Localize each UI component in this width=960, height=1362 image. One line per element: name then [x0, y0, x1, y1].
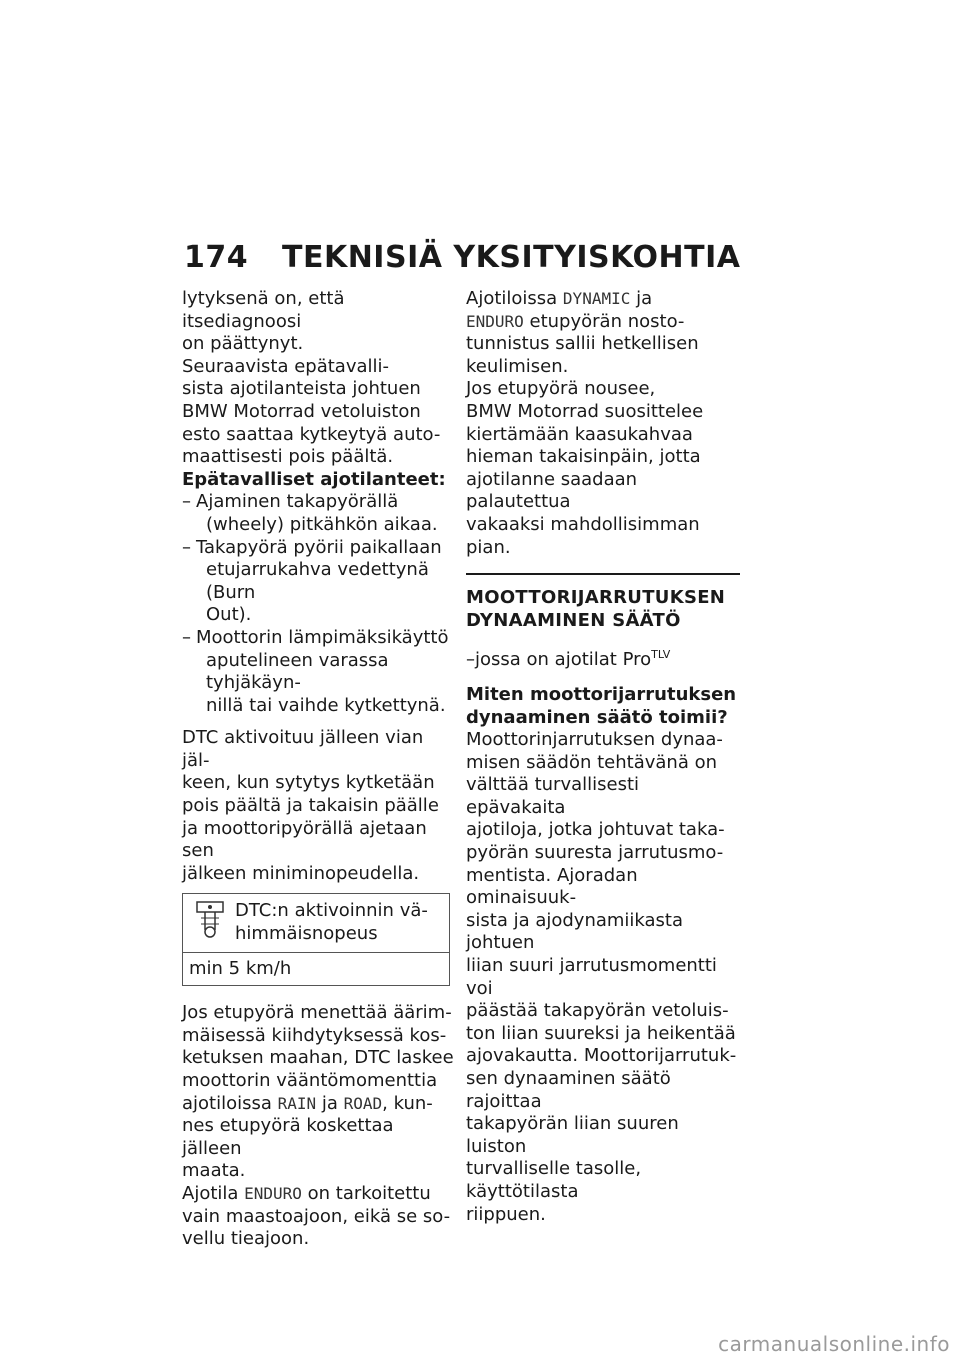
text-line: DYNAAMINEN SÄÄTÖ	[466, 609, 681, 631]
text-line: ketuksen maahan, DTC laskee	[182, 1047, 454, 1069]
text-line: vellu tieajoon.	[182, 1228, 310, 1250]
page-header	[184, 240, 740, 275]
text-line: keulimisen.	[466, 355, 569, 377]
paragraph	[182, 1183, 456, 1251]
text-span: Ajotiloissa	[466, 288, 563, 309]
list-item	[182, 537, 456, 627]
text-line: jälkeen miniminopeudella.	[182, 862, 420, 884]
text-line: on päättynyt.	[182, 333, 304, 355]
text-line: keen, kun sytytys kytketään	[182, 772, 435, 794]
text-span: Ajotila	[182, 1182, 245, 1204]
paragraph	[182, 356, 456, 469]
text-line: ajotilanne saadaan palautettua	[466, 468, 638, 513]
text-line: DTC:n aktivoinnin vä-	[235, 900, 428, 922]
spec-table	[182, 893, 450, 986]
text-line: nillä tai vaihde kytkettynä.	[206, 694, 446, 716]
text-line: vakaaksi mahdollisimman pian.	[466, 513, 700, 558]
list-item	[182, 627, 456, 717]
text-line: pois päältä ja takaisin päälle	[182, 795, 439, 817]
text-span: –jossa on ajotilat Pro	[466, 649, 652, 671]
section-heading	[466, 587, 740, 632]
paragraph	[182, 1002, 456, 1183]
text-line: himmäisnopeus	[235, 923, 378, 945]
text-line: ja moottoripyörällä ajetaan sen	[182, 817, 427, 862]
text-line: etujarrukahva vedettynä (Burn	[206, 559, 429, 603]
text-span: ja	[316, 1092, 344, 1114]
text-line: Ajaminen takapyörällä	[196, 491, 399, 513]
mode-enduro: ENDURO	[466, 311, 524, 331]
text-span: ja	[630, 288, 653, 309]
mode-road: ROAD	[343, 1093, 383, 1113]
text-line: mentista. Ajoradan ominaisuuk-	[466, 864, 638, 909]
text-line: DTC aktivoituu jälleen vian jäl-	[182, 727, 424, 771]
text-line: BMW Motorrad vetoluiston	[182, 400, 421, 422]
text-span: etupyörän nosto-	[523, 310, 685, 332]
condition-line	[466, 644, 740, 672]
text-line: aputelineen varassa tyhjäkäyn-	[206, 649, 389, 694]
text-line: nes etupyörä koskettaa jälleen	[182, 1115, 394, 1159]
situation-list	[182, 491, 456, 717]
text-line: Moottorinjarrutuksen dynaa-	[466, 729, 723, 751]
text-line: Moottorin lämpimäksikäyttö	[196, 626, 449, 648]
page-number: 174	[184, 240, 249, 275]
text-line: sen dynaaminen säätö rajoittaa	[466, 1068, 671, 1112]
paragraph	[466, 288, 740, 378]
paragraph	[466, 729, 740, 1226]
list-dash: –	[182, 626, 191, 648]
text-line: misen säädön tehtävänä on	[466, 751, 718, 773]
text-line: vain maastoajoon, eikä se so-	[182, 1205, 451, 1227]
text-line: päästää takapyörän vetoluis-	[466, 1000, 729, 1022]
text-line: ajotiloja, jotka johtuvat taka-	[466, 819, 725, 841]
list-heading: Epätavalliset ajotilanteet:	[182, 468, 446, 490]
page-title: TEKNISIÄ YKSITYISKOHTIA	[282, 240, 741, 275]
text-line: riippuen.	[466, 1203, 546, 1225]
spec-label-row	[183, 894, 449, 952]
text-line: maata.	[182, 1160, 246, 1182]
text-line: hieman takaisinpäin, jotta	[466, 446, 701, 468]
spec-label	[235, 900, 428, 945]
text-line: esto saattaa kytkeytyä auto-	[182, 423, 441, 445]
text-line: välttää turvallisesti epävakaita	[466, 774, 640, 818]
mode-rain: RAIN	[277, 1093, 317, 1113]
text-line	[182, 1093, 456, 1116]
text-line	[466, 311, 740, 334]
text-line: BMW Motorrad suosittelee	[466, 400, 704, 422]
left-column	[182, 288, 456, 1251]
sub-heading	[466, 684, 740, 729]
text-line: ton liian suureksi ja heikentää	[466, 1022, 736, 1044]
text-span: on tarkoitettu	[301, 1182, 431, 1204]
text-line	[182, 1183, 456, 1206]
paragraph	[466, 378, 740, 559]
section-divider	[466, 573, 740, 575]
paragraph	[182, 727, 456, 885]
text-line: ajovakautta. Moottorijarrutuk-	[466, 1045, 737, 1067]
text-line: turvalliselle tasolle, käyttötilasta	[466, 1158, 642, 1202]
text-line: sista ja ajodynamiikasta johtuen	[466, 909, 684, 954]
text-line: Out).	[206, 604, 252, 626]
list-dash: –	[182, 491, 191, 513]
mode-dynamic: DYNAMIC	[562, 289, 631, 308]
text-line	[466, 288, 740, 311]
text-line: moottorin vääntömomenttia	[182, 1070, 438, 1091]
text-line: Jos etupyörä menettää äärim-	[182, 1002, 452, 1024]
text-line: takapyörän liian suuren luiston	[466, 1113, 679, 1157]
text-line: Takapyörä pyörii paikallaan	[196, 536, 442, 558]
right-column	[466, 288, 740, 1226]
text-line: MOOTTORIJARRUTUKSEN	[466, 587, 726, 609]
text-line: Seuraavista epätavalli-	[182, 355, 390, 377]
text-line: sista ajotilanteista johtuen	[182, 378, 421, 400]
speed-limit-icon	[195, 900, 225, 940]
text-line: mäisessä kiihdytyksessä kos-	[182, 1024, 447, 1046]
text-line: maattisesti pois päältä.	[182, 446, 394, 468]
watermark: carmanualsonline.info	[718, 1332, 950, 1356]
text-line: dynaaminen säätö toimii?	[466, 706, 728, 728]
text-line: lytyksenä on, että itsediagnoosi	[182, 288, 345, 332]
mode-enduro: ENDURO	[244, 1183, 302, 1203]
text-span: , kun-	[382, 1092, 433, 1114]
list-dash: –	[182, 536, 191, 558]
spec-value: min 5 km/h	[189, 957, 292, 979]
intro-paragraph	[182, 288, 456, 356]
text-line: Jos etupyörä nousee,	[466, 378, 656, 400]
text-line: liian suuri jarrutusmomentti voi	[466, 955, 717, 999]
text-line: pyörän suuresta jarrutusmo-	[466, 842, 724, 864]
text-line: Miten moottorijarrutuksen	[466, 683, 737, 705]
text-line: tunnistus sallii hetkellisen	[466, 333, 699, 355]
text-line: kiertämään kaasukahvaa	[466, 423, 693, 445]
tlv-superscript: TLV	[651, 648, 671, 662]
text-line: (wheely) pitkähkön aikaa.	[206, 513, 438, 535]
text-span: ajotiloissa	[182, 1092, 278, 1114]
list-item	[182, 491, 456, 536]
